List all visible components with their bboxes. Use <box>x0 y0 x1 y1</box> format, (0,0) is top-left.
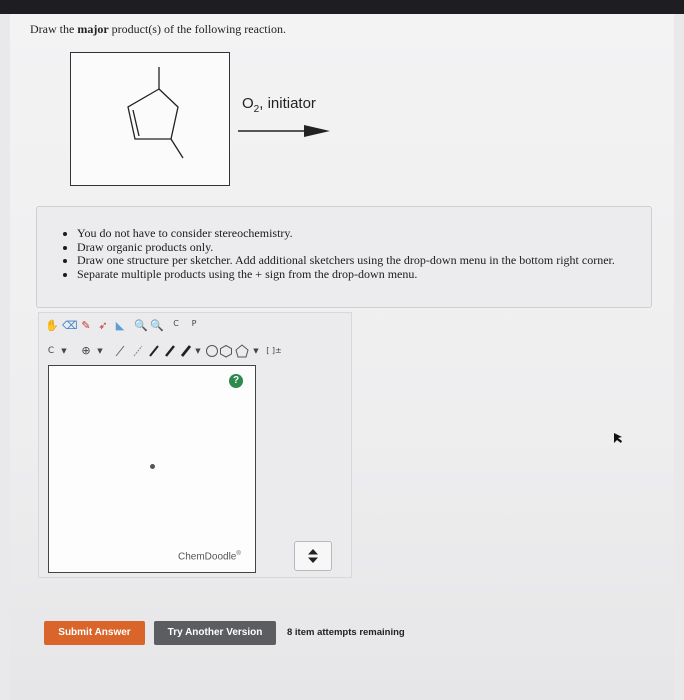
instruction-item: • Separate multiple products using the + sign from the drop-down menu. <box>77 268 651 282</box>
zoom-out-icon[interactable]: 🔍 <box>150 319 164 332</box>
clean-icon[interactable]: C <box>173 319 179 328</box>
lasso-icon[interactable]: ➶ <box>98 319 108 332</box>
chevron-down-icon[interactable]: ▼ <box>195 347 201 355</box>
chevron-down-icon[interactable]: ▼ <box>61 347 67 355</box>
top-bar <box>0 0 684 14</box>
instructions-panel <box>36 206 652 308</box>
instruction-item: • You do not have to consider stereochemistry. <box>77 227 651 241</box>
help-button[interactable]: ? <box>229 374 243 388</box>
sketcher-count-dropdown[interactable] <box>294 541 332 571</box>
pencil-icon[interactable]: ✎ <box>81 319 91 332</box>
instruction-item: • Draw organic products only. <box>77 241 651 255</box>
question-text: Draw the major product(s) of the following reaction. <box>30 22 286 36</box>
try-another-version-button[interactable]: Try Another Version <box>154 621 276 645</box>
chevron-down-icon[interactable]: ▼ <box>253 347 259 355</box>
reaction-arrow <box>236 122 332 140</box>
select-icon[interactable]: ◣ <box>115 319 125 332</box>
element-selector[interactable]: C <box>47 346 55 356</box>
chevron-down-icon[interactable]: ▼ <box>97 347 103 355</box>
mouse-cursor-icon <box>612 432 624 444</box>
chevron-down-icon <box>308 558 318 564</box>
bond-tools[interactable] <box>110 343 200 359</box>
reactant-structure <box>70 52 230 186</box>
eraser-icon[interactable]: ⌫ <box>62 319 78 332</box>
template-icon[interactable]: P <box>191 319 197 328</box>
charge-tool[interactable]: ⊕ <box>81 344 91 357</box>
chevron-up-icon <box>308 549 318 555</box>
reagent-label: $O_2$, initiator <box>242 95 316 115</box>
chemdoodle-brand: ChemDoodle® <box>178 551 241 563</box>
attempts-remaining: 8 item attempts remaining <box>287 627 405 638</box>
canvas-dot <box>150 464 155 469</box>
drawing-canvas[interactable] <box>48 365 256 573</box>
zoom-in-icon[interactable]: 🔍 <box>134 319 148 332</box>
instruction-item: • Draw one structure per sketcher. Add additional sketchers using the drop-down menu in the bottom right corner. <box>77 254 651 268</box>
bracket-tool[interactable]: [ ]± <box>266 346 282 355</box>
submit-answer-button[interactable]: Submit Answer <box>44 621 145 645</box>
hand-icon[interactable]: ✋ <box>45 319 59 332</box>
